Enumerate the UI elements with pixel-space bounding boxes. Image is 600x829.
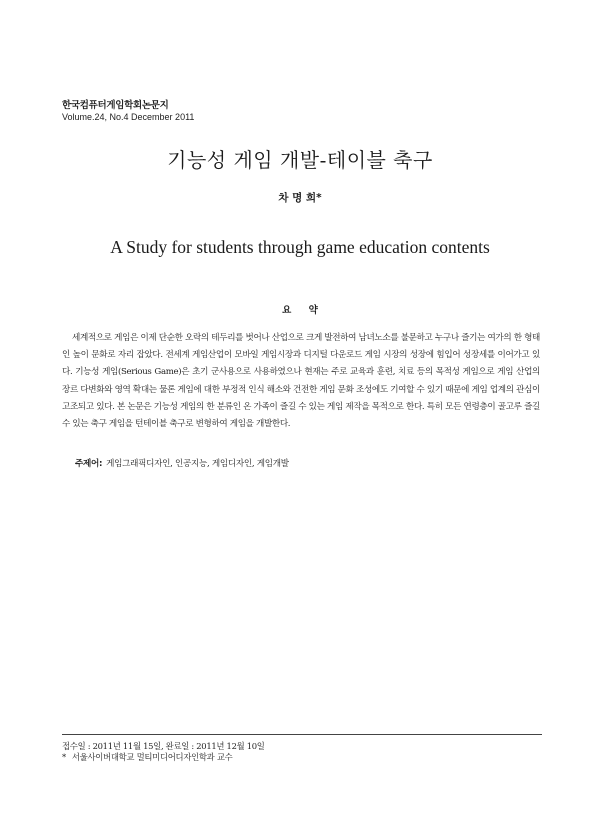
- journal-issue: Volume.24, No.4 December 2011: [62, 112, 195, 122]
- footnote-divider: [62, 734, 542, 735]
- footnote-affiliation-text: 서울사이버대학교 멀티미디어디자인학과 교수: [71, 752, 233, 762]
- footnote-mark: *: [62, 752, 66, 762]
- author-name: 차 명 희*: [278, 192, 322, 204]
- footnote-affiliation: [62, 752, 232, 763]
- keywords-label: 주제어:: [75, 459, 103, 469]
- footnote-dates: 접수일 : 2011년 11월 15일, 완료일 : 2011년 12월 10일: [62, 741, 265, 751]
- journal-name: 한국컴퓨터게임학회논문지: [62, 100, 169, 111]
- keywords-value: 게임그래픽디자인, 인공지능, 게임디자인, 게임개발: [106, 459, 289, 469]
- keywords: [75, 458, 535, 470]
- paper-title-korean: 기능성 게임 개발-테이블 축구: [167, 148, 433, 172]
- journal-header: [62, 100, 194, 123]
- abstract-heading: 요 약: [282, 305, 318, 316]
- paper-title-english: A Study for students through game education contents: [110, 237, 490, 257]
- abstract-body: 세계적으로 게임은 이제 단순한 오락의 테두리를 벗어나 산업으로 크게 발전하여 남녀노소를 불문하고 누구나 즐기는 여가의 한 형태인 높이 문화로 자리 잡았다. 전세계 게임산업이 모바일 게임시장과 디지털 다운로드 게임 시장의 성장에 힘입어 성장세를 이어가고 있다. 기능성 게임(Serious Game)은 초기 군사용으로 사용하였으나 현재는 주로 교육과 훈련, 치료 등의 목적성 게임으로 게임 산업의 장르 다변화와 영역 확대는 물론 게임에 대한 부정적 인식 해소와 건전한 게임 문화 조성에도 기여할 수 있기 때문에 게임 업계의 관심이 고조되고 있다. 본 논문은 기능성 게임의 한 분류인 온 가족이 즐길 수 있는 게임 제작을 목적으로 한다. 특히 모든 연령층이 골고루 즐길 수 있는 축구 게임을 턴테이블 축구로 변형하여 게임을 개발한다.: [62, 333, 540, 430]
